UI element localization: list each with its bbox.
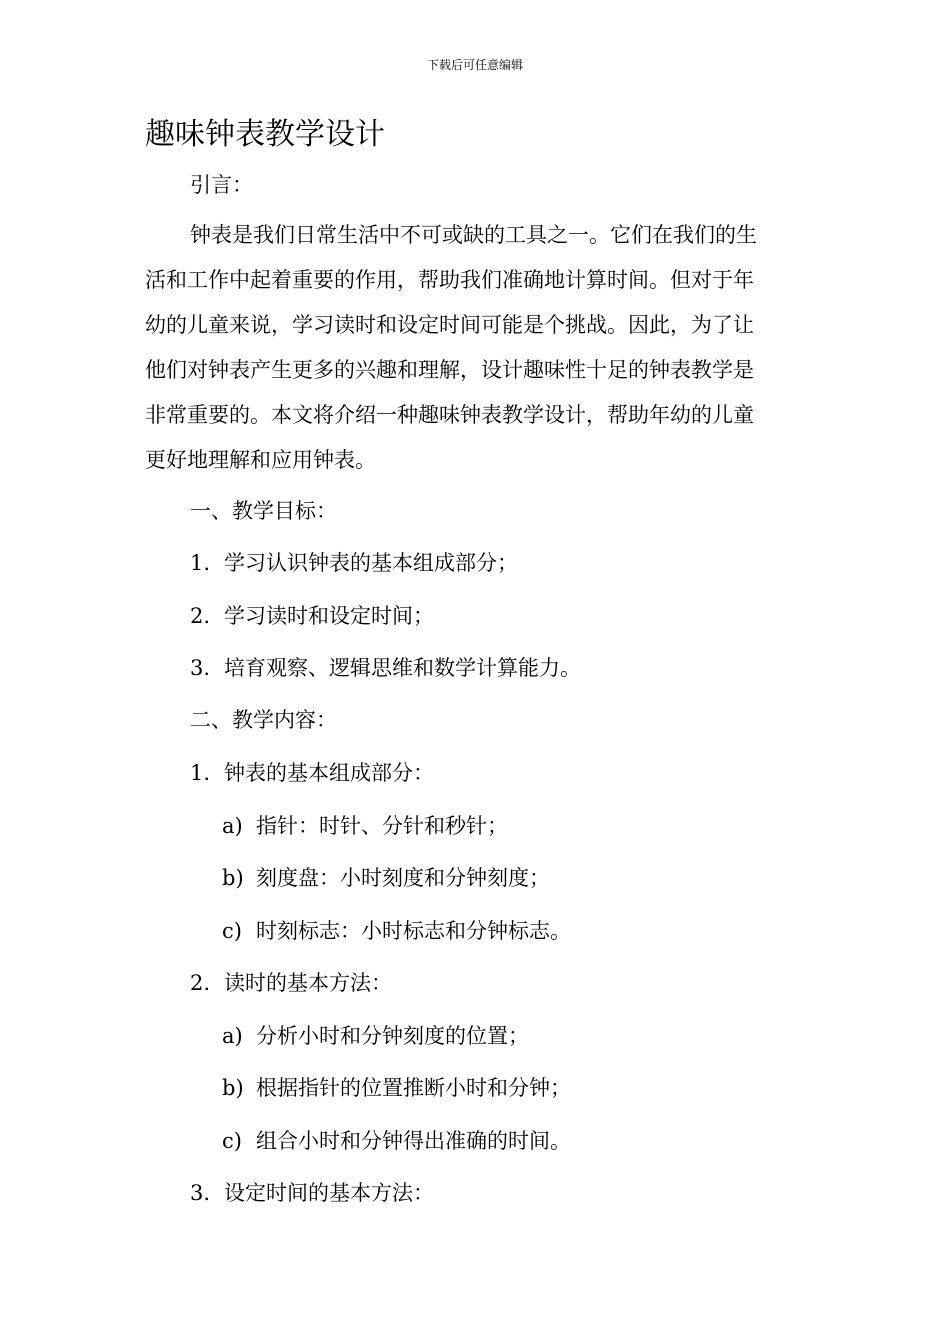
list-item	[190, 970, 840, 996]
paragraph-line: 活和工作中起着重要的作用，帮助我们准确地计算时间。但对于年	[145, 268, 754, 292]
sub-list-item-text: 指针：时针、分针和秒针；	[256, 814, 508, 838]
intro-paragraph	[145, 213, 795, 483]
sub-list-marker: b)	[222, 866, 244, 890]
list-marker: 3.	[190, 1181, 211, 1205]
list-marker: 2.	[190, 971, 211, 995]
paragraph-line: 钟表是我们日常生活中不可或缺的工具之一。它们在我们的生	[190, 223, 757, 247]
sub-list-marker: b)	[222, 1076, 244, 1100]
list-item	[190, 760, 840, 786]
document-title: 趣味钟表教学设计	[145, 117, 385, 152]
list-item-text: 设定时间的基本方法：	[224, 1181, 434, 1205]
paragraph-line: 幼的儿童来说，学习读时和设定时间可能是个挑战。因此，为了让	[145, 313, 754, 337]
sub-list-item	[222, 1075, 872, 1101]
list-item-text: 学习认识钟表的基本组成部分；	[224, 551, 518, 575]
list-marker: 2.	[190, 604, 211, 628]
paragraph-line: 他们对钟表产生更多的兴趣和理解，设计趣味性十足的钟表教学是	[145, 358, 754, 382]
list-item	[190, 655, 840, 681]
list-item-text: 读时的基本方法：	[224, 971, 392, 995]
list-item-text: 培育观察、逻辑思维和数学计算能力。	[224, 656, 581, 680]
sub-list-marker: a)	[222, 1024, 243, 1048]
section-heading-content: 二、教学内容：	[190, 708, 337, 732]
sub-list-item	[222, 813, 872, 839]
sub-list-marker: a)	[222, 814, 243, 838]
sub-list-item	[222, 1023, 872, 1049]
sub-list-item	[222, 1128, 872, 1154]
sub-list-item	[222, 865, 872, 891]
list-marker: 3.	[190, 656, 211, 680]
paragraph-line: 非常重要的。本文将介绍一种趣味钟表教学设计，帮助年幼的儿童	[145, 403, 754, 427]
sub-list-item-text: 刻度盘：小时刻度和分钟刻度；	[256, 866, 550, 890]
header-note: 下载后可任意编辑	[426, 58, 523, 72]
sub-list-item-text: 组合小时和分钟得出准确的时间。	[256, 1129, 571, 1153]
list-item	[190, 1180, 840, 1206]
sub-list-marker: c)	[222, 1129, 242, 1153]
sub-list-item-text: 根据指针的位置推断小时和分钟；	[256, 1076, 571, 1100]
paragraph-line: 更好地理解和应用钟表。	[145, 448, 376, 472]
section-heading-goals: 一、教学目标：	[190, 499, 337, 523]
list-item	[190, 603, 840, 629]
list-marker: 1.	[190, 761, 211, 785]
list-marker: 1.	[190, 551, 211, 575]
sub-list-item	[222, 918, 872, 944]
sub-list-item-text: 分析小时和分钟刻度的位置；	[256, 1024, 529, 1048]
list-item-text: 钟表的基本组成部分：	[224, 761, 434, 785]
list-item-text: 学习读时和设定时间；	[224, 604, 434, 628]
sub-list-marker: c)	[222, 919, 242, 943]
sub-list-item-text: 时刻标志：小时标志和分钟标志。	[256, 919, 571, 943]
intro-heading: 引言：	[190, 173, 253, 197]
list-item	[190, 550, 840, 576]
